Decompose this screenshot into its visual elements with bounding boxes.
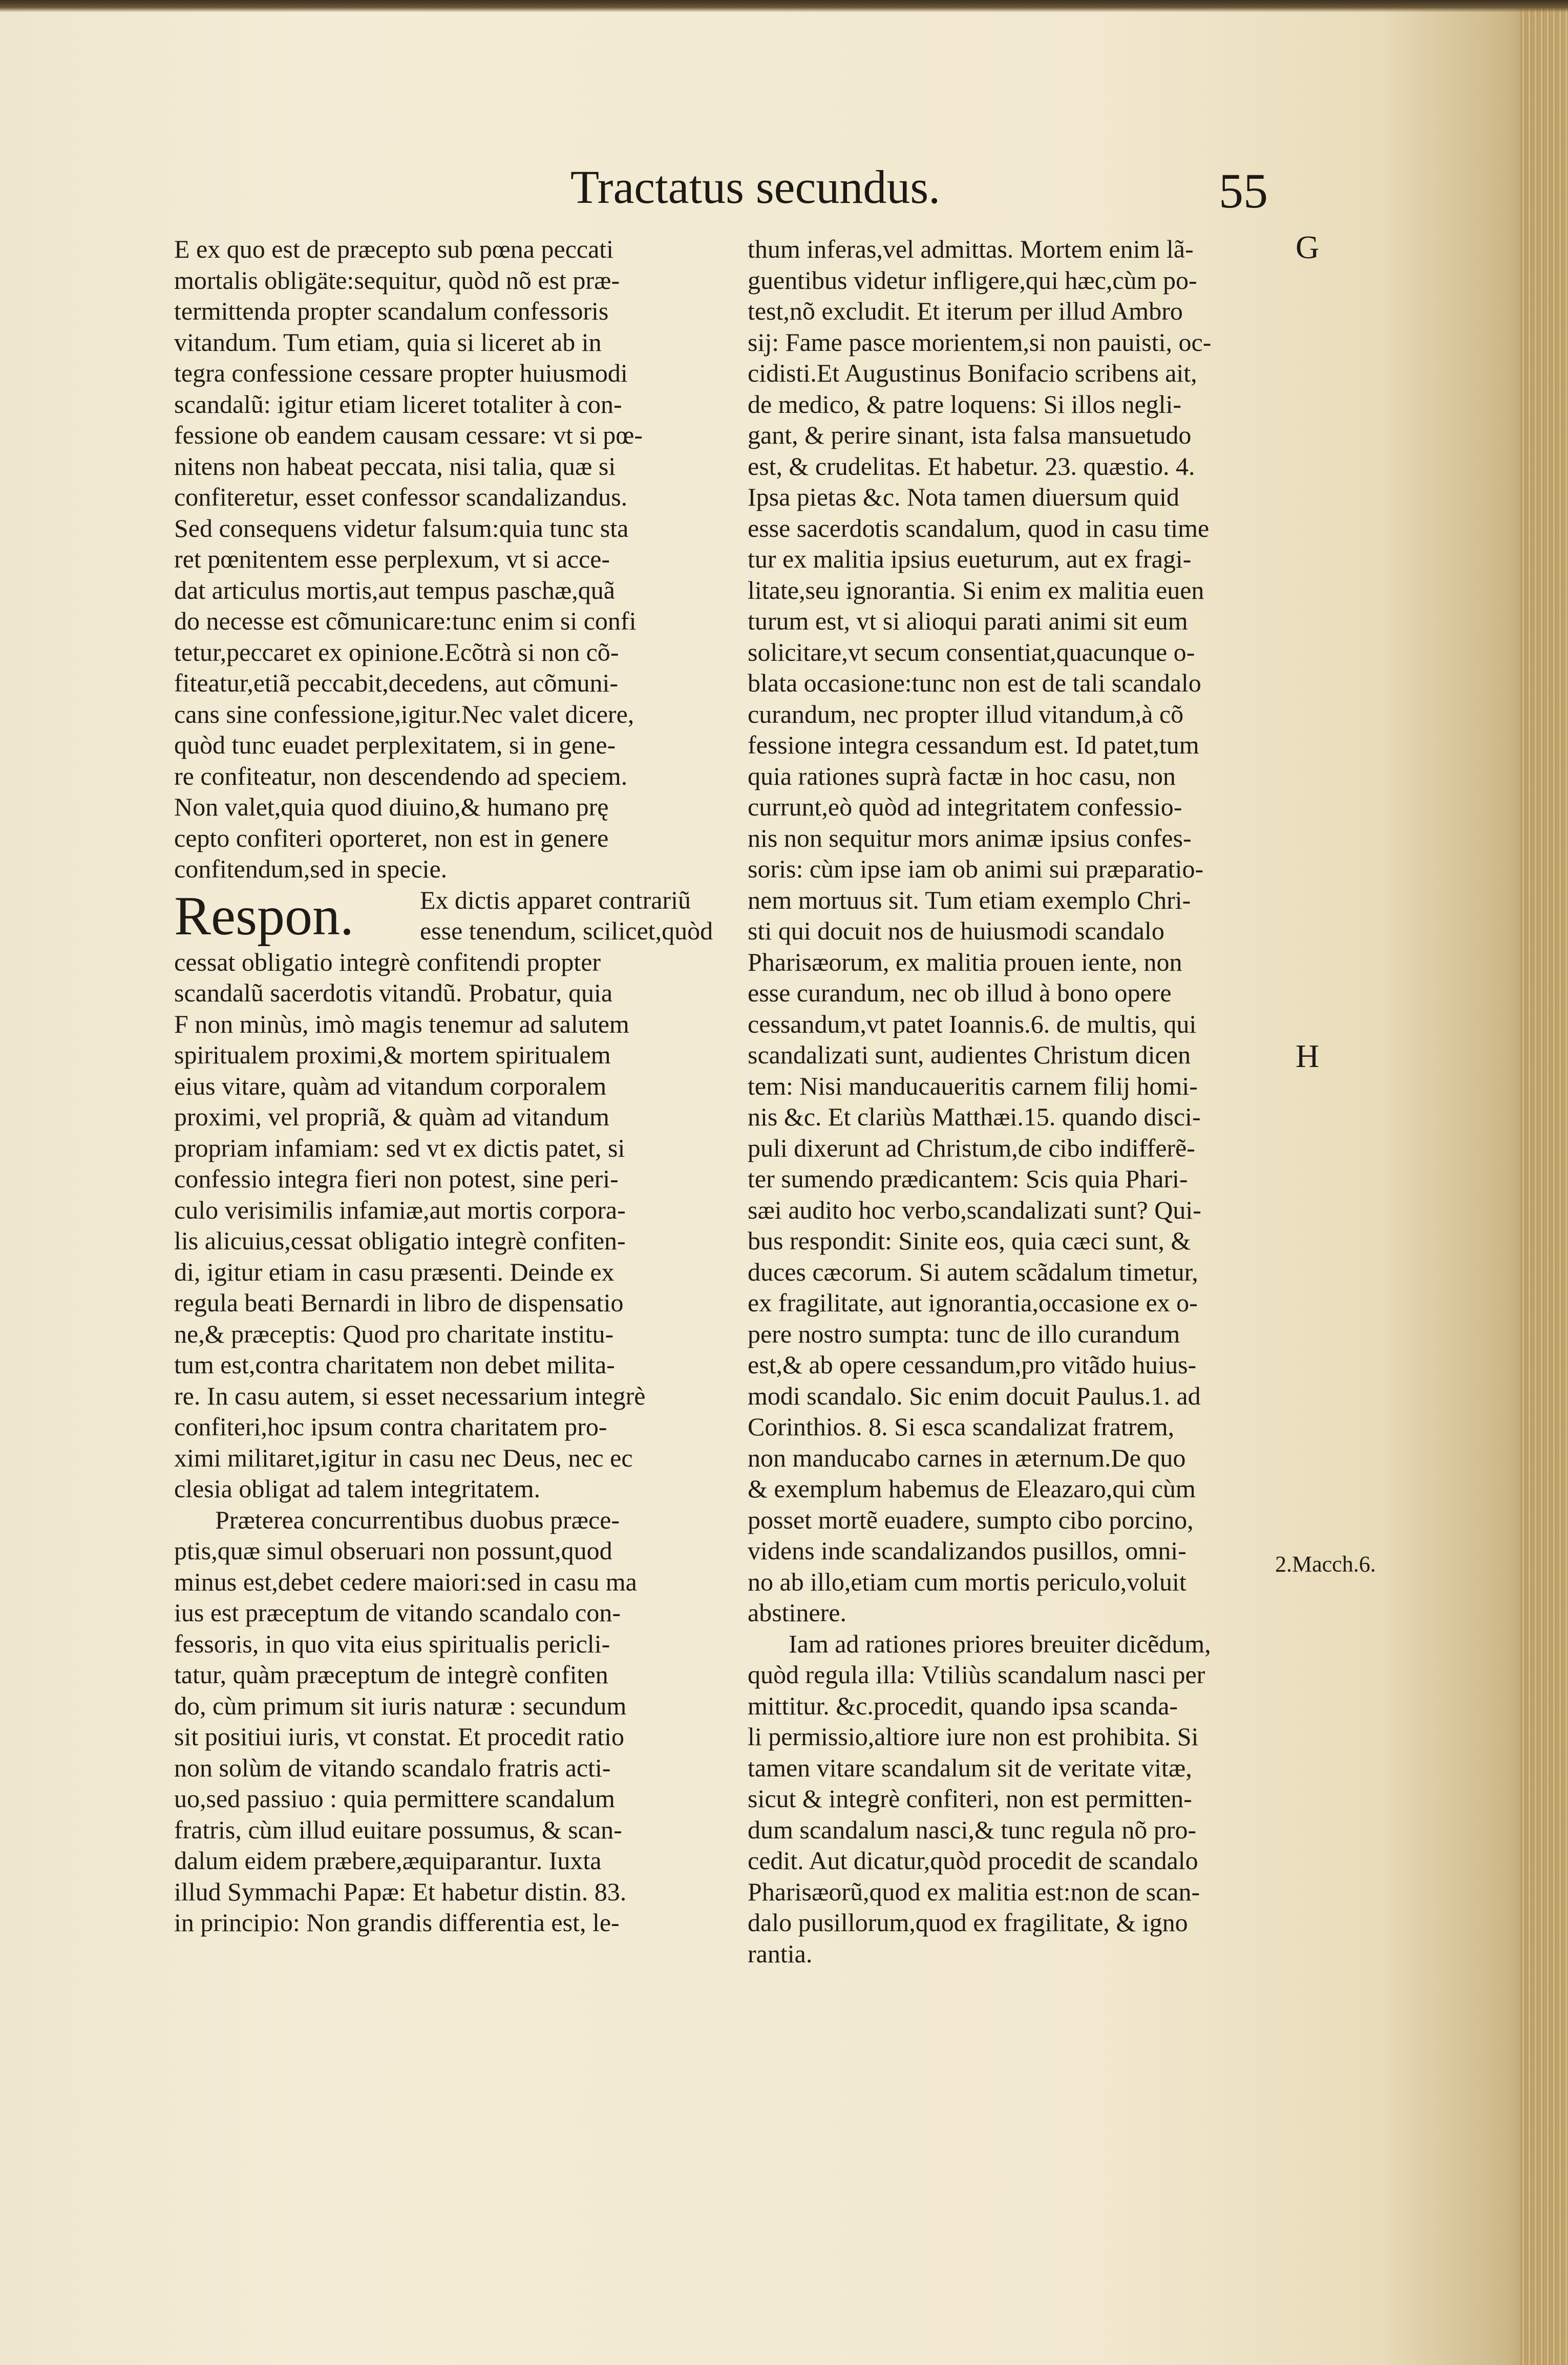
text-line: spiritualem proximi,& mortem spiritualem	[174, 1040, 611, 1069]
text-line: esse sacerdotis scandalum, quod in casu time	[748, 513, 1210, 542]
text-line: F non minùs, imò magis tenemur ad salutem	[174, 1009, 629, 1038]
text-line: nis &c. Et clariùs Matthæi.15. quando disci-	[748, 1102, 1201, 1131]
text-line: tetur,peccaret ex opinione.Ecõtrà si non cõ-	[174, 637, 619, 666]
text-line: ret pœnitentem esse perplexum, vt si acce-	[174, 545, 610, 573]
text-line: esse curandum, nec ob illud à bono opere	[748, 978, 1172, 1007]
text-line: tamen vitare scandalum sit de veritate vitæ,	[748, 1753, 1192, 1782]
text-line: videns inde scandalizandos pusillos, omni-	[748, 1536, 1186, 1565]
text-line: & exemplum habemus de Eleazaro,qui cùm	[748, 1474, 1196, 1503]
text-line: ne,& præceptis: Quod pro charitate institu-	[174, 1319, 614, 1348]
text-line: currunt,eò quòd ad integritatem confessio-	[748, 792, 1182, 821]
text-line: eius vitare, quàm ad vitandum corporalem	[174, 1071, 607, 1100]
text-line: sti qui docuit nos de huiusmodi scandalo	[748, 916, 1164, 945]
text-line: propriam infamiam: sed vt ex dictis patet, si	[174, 1133, 625, 1162]
left-column-bottom-text	[174, 1504, 727, 1938]
text-line: sæi audito hoc verbo,scandalizati sunt? Qui-	[748, 1195, 1201, 1224]
text-line: solicitare,vt secum consentiat,quacunque o-	[748, 637, 1195, 666]
text-line: Pharisæorum, ex malitia prouen iente, non	[748, 947, 1182, 976]
text-line: proximi, vel propriã, & quàm ad vitandum	[174, 1102, 609, 1131]
text-line: Sed consequens videtur falsum:quia tunc sta	[174, 513, 629, 542]
text-line: nis non sequitur mors animæ ipsius confes-	[748, 823, 1192, 852]
text-line: do, cùm primum sit iuris naturæ : secundum	[174, 1691, 627, 1720]
text-line: minus est,debet cedere maiori:sed in casu ma	[174, 1567, 637, 1596]
margin-marker-g: G	[1296, 229, 1320, 265]
text-line: thum inferas,vel admittas. Mortem enim lã-	[748, 235, 1194, 263]
text-line: cepto confiteri oporteret, non est in genere	[174, 823, 609, 852]
text-line: quòd tunc euadet perplexitatem, si in gene-	[174, 730, 616, 759]
respon-line: esse tenendum, scilicet,quòd	[420, 916, 713, 945]
text-line: ximi militaret,igitur in casu nec Deus, nec ec	[174, 1443, 633, 1472]
text-line: in principio: Non grandis differentia est, le-	[174, 1908, 620, 1937]
text-line: termittenda propter scandalum confessoris	[174, 297, 609, 325]
text-line: re confiteatur, non descendendo ad speciem.	[174, 761, 628, 790]
text-line: culo verisimilis infamiæ,aut mortis corpora-	[174, 1195, 626, 1224]
text-line: est,& ab opere cessandum,pro vitãdo huius-	[748, 1350, 1197, 1379]
top-page-edge	[0, 0, 1568, 12]
text-line: uo,sed passiuo : quia permittere scandalum	[174, 1784, 615, 1813]
text-line: cessat obligatio integrè confitendi propter	[174, 947, 601, 976]
text-line: sit positiui iuris, vt constat. Et procedit ratio	[174, 1722, 625, 1751]
text-line: dat articulus mortis,aut tempus paschæ,quã	[174, 575, 615, 604]
text-line: ter sumendo prædicantem: Scis quia Phari-	[748, 1164, 1188, 1193]
right-column-final-text	[748, 1628, 1290, 1970]
text-line: cedit. Aut dicatur,quòd procedit de scandalo	[748, 1846, 1198, 1875]
text-line: nitens non habeat peccata, nisi talia, quæ si	[174, 451, 616, 480]
text-line: li permissio,altiore iure non est prohibita. Si	[748, 1722, 1199, 1751]
text-line: sicut & integrè confiteri, non est permitten-	[748, 1784, 1192, 1813]
text-line: tem: Nisi manducaueritis carnem filij homi-	[748, 1071, 1198, 1100]
text-line: ius est præceptum de vitando scandalo con-	[174, 1598, 621, 1627]
text-line: dalo pusillorum,quod ex fragilitate, & igno	[748, 1908, 1188, 1937]
text-line: confiteretur, esset confessor scandalizandus.	[174, 483, 628, 511]
text-line: vitandum. Tum etiam, quia si liceret ab in	[174, 327, 602, 357]
text-line: Non valet,quia quod diuino,& humano prę	[174, 792, 609, 821]
text-line: est, & crudelitas. Et habetur. 23. quæstio. 4.	[748, 451, 1195, 480]
right-column-main-text	[748, 234, 1290, 1628]
text-line: turum est, vt si alioqui parati animi sit eum	[748, 606, 1188, 635]
page-number: 55	[1219, 163, 1268, 218]
text-line: regula beati Bernardi in libro de dispensatio	[174, 1288, 624, 1317]
text-line: Iam ad rationes priores breuiter dicẽdum,	[789, 1629, 1211, 1658]
text-line: modi scandalo. Sic enim docuit Paulus.1. ad	[748, 1381, 1201, 1410]
text-line: tatur, quàm præceptum de integrè confiten	[174, 1660, 608, 1689]
text-line: do necesse est cõmunicare:tunc enim si confi	[174, 606, 637, 635]
text-line: clesia obligat ad talem integritatem.	[174, 1474, 541, 1503]
text-line: confessio integra fieri non potest, sine peri-	[174, 1164, 619, 1193]
text-line: test,nõ excludit. Et iterum per illud Ambro	[748, 297, 1183, 325]
text-line: litate,seu ignorantia. Si enim ex malitia euen	[748, 575, 1204, 604]
text-line: Ipsa pietas &c. Nota tamen diuersum quid	[748, 483, 1179, 511]
text-line: scandalũ: igitur etiam liceret totaliter à con-	[174, 389, 622, 418]
text-line: dalum eidem præbere,æquiparantur. Iuxta	[174, 1846, 602, 1875]
text-line: cessandum,vt patet Ioannis.6. de multis, qui	[748, 1009, 1197, 1038]
left-column-top-text	[174, 234, 727, 885]
text-line: no ab illo,etiam cum mortis periculo,voluit	[748, 1567, 1186, 1596]
left-column-middle-text	[174, 947, 727, 1504]
text-line: confiteri,hoc ipsum contra charitatem pro-	[174, 1412, 607, 1441]
text-line: scandalizati sunt, audientes Christum dicen	[748, 1040, 1191, 1069]
text-line: Corinthios. 8. Si esca scandalizat fratrem,	[748, 1412, 1175, 1441]
text-line: blata occasione:tunc non est de tali scandalo	[748, 668, 1201, 697]
text-line: fessione ob eandem causam cessare: vt si pœ-	[174, 421, 643, 449]
text-line: mittitur. &c.procedit, quando ipsa scanda-	[748, 1691, 1178, 1720]
text-line: abstinere.	[748, 1598, 846, 1627]
text-line: cans sine confessione,igitur.Nec valet dicere,	[174, 699, 634, 728]
text-line: duces cæcorum. Si autem scãdalum timetur,	[748, 1257, 1198, 1286]
text-line: confitendum,sed in specie.	[174, 854, 448, 883]
left-column	[174, 234, 727, 2047]
text-line: Præterea concurrentibus duobus præce-	[215, 1505, 620, 1534]
text-line: de medico, & patre loquens: Si illos negli-	[748, 389, 1182, 418]
text-line: non manducabo carnes in æternum.De quo	[748, 1443, 1186, 1472]
marginal-note: 2.Macch.6.	[1275, 1552, 1376, 1577]
text-line: fessoris, in quo vita eius spiritualis pericli-	[174, 1629, 610, 1658]
text-line: curandum, nec propter illud vitandum,à cõ	[748, 699, 1184, 728]
respon-heading-block	[174, 885, 727, 947]
text-line: pere nostro sumpta: tunc de illo curandum	[748, 1319, 1180, 1348]
text-line: fiteatur,etiã peccabit,decedens, aut cõmuni-	[174, 668, 619, 697]
text-line: tur ex malitia ipsius eueturum, aut ex fragi-	[748, 545, 1192, 573]
text-line: scandalũ sacerdotis vitandũ. Probatur, quia	[174, 978, 613, 1007]
text-line: fratris, cùm illud euitare possumus, & scan-	[174, 1815, 622, 1844]
text-line: dum scandalum nasci,& tunc regula nõ pro-	[748, 1815, 1197, 1844]
page-edge-stack	[1519, 0, 1568, 2365]
text-line: di, igitur etiam in casu præsenti. Deinde ex	[174, 1257, 615, 1286]
text-line: puli dixerunt ad Christum,de cibo indifferẽ-	[748, 1133, 1195, 1162]
text-line: re. In casu autem, si esset necessarium integrè	[174, 1381, 646, 1410]
text-line: tum est,contra charitatem non debet milita-	[174, 1350, 615, 1379]
running-title: Tractatus secundus.	[570, 161, 941, 213]
text-line: quòd regula illa: Vtiliùs scandalum nasci per	[748, 1660, 1205, 1689]
text-line: gant, & perire sinant, ista falsa mansuetudo	[748, 421, 1192, 449]
text-line: guentibus videtur infligere,qui hæc,cùm po-	[748, 265, 1197, 295]
text-line: Pharisæorũ,quod ex malitia est:non de scan-	[748, 1877, 1200, 1906]
text-line: ptis,quæ simul obseruari non possunt,quod	[174, 1536, 612, 1565]
text-line: tegra confessione cessare propter huiusmodi	[174, 359, 628, 387]
respon-heading: Respon.	[174, 885, 354, 947]
right-column	[748, 234, 1290, 2047]
text-line: posset mortẽ euadere, sumpto cibo porcino,	[748, 1505, 1194, 1534]
text-line: fessione integra cessandum est. Id patet,tum	[748, 730, 1199, 759]
text-line: mortalis obligäte:sequitur, quòd nõ est præ-	[174, 265, 620, 295]
text-line: ex fragilitate, aut ignorantia,occasione ex o-	[748, 1288, 1198, 1317]
respon-line: Ex dictis apparet contrariũ	[420, 885, 691, 914]
text-line: quia rationes suprà factæ in hoc casu, non	[748, 761, 1176, 790]
text-line: rantia.	[748, 1939, 813, 1968]
text-line: cidisti.Et Augustinus Bonifacio scribens ait,	[748, 359, 1197, 387]
text-line: lis alicuius,cessat obligatio integrè confiten-	[174, 1226, 626, 1255]
text-line: illud Symmachi Papæ: Et habetur distin. 83.	[174, 1877, 627, 1906]
text-line: sij: Fame pasce morientem,si non pauisti, oc-	[748, 327, 1212, 357]
text-line: E ex quo est de præcepto sub pœna peccati	[174, 235, 614, 263]
margin-marker-h: H	[1296, 1038, 1320, 1074]
text-line: non solùm de vitando scandalo fratris acti-	[174, 1753, 611, 1782]
text-line: nem mortuus sit. Tum etiam exemplo Chri-	[748, 885, 1191, 914]
text-line: soris: cùm ipse iam ob animi sui præparatio-	[748, 854, 1204, 883]
text-line: bus respondit: Sinite eos, quia cæci sunt, &	[748, 1226, 1191, 1255]
